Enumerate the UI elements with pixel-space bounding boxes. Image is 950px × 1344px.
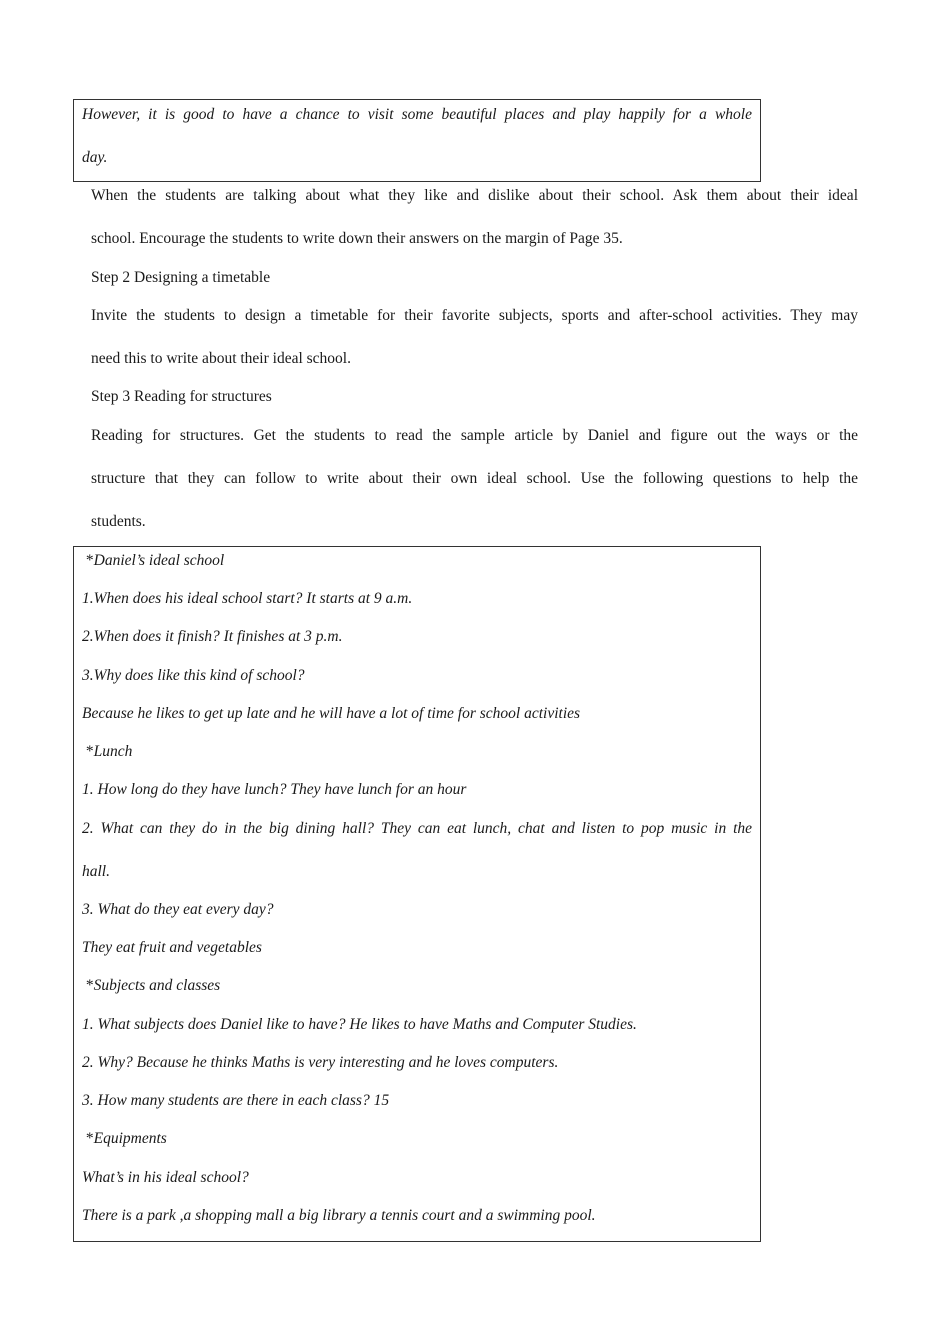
paragraph-3-line-2: structure that they can follow to write about their own ideal school. Use the following questions to help the — [91, 470, 858, 487]
section-title-lunch: *Lunch — [85, 743, 133, 760]
question-subjects: 1. What subjects does Daniel like to have? He likes to have Maths and Computer Studies. — [82, 1016, 637, 1033]
answer-why: Because he likes to get up late and he will have a lot of time for school activities — [82, 705, 581, 722]
question-daily-food: 3. What do they eat every day? — [82, 901, 274, 918]
asterisk-icon: * — [85, 743, 94, 760]
step-2-heading: Step 2 Designing a timetable — [91, 269, 271, 286]
quote-line-1: However, it is good to have a chance to visit some beautiful places and play happily for a whole — [82, 106, 752, 123]
question-class-size: 3. How many students are there in each class? 15 — [82, 1092, 390, 1109]
paragraph-3-line-1: Reading for structures. Get the students to read the sample article by Daniel and figure out the ways or the — [91, 427, 858, 444]
answer-equipment: There is a park ,a shopping mall a big library a tennis court and a swimming pool. — [82, 1207, 596, 1224]
question-dining-hall-line-1: 2. What can they do in the big dining hall? They can eat lunch, chat and listen to pop music in the — [82, 820, 752, 837]
questions-box — [73, 546, 761, 1242]
step-3-heading: Step 3 Reading for structures — [91, 388, 272, 405]
question-dining-hall-line-2: hall. — [82, 863, 110, 880]
paragraph-2-line-1: Invite the students to design a timetable for their favorite subjects, sports and after-school activities. They may — [91, 307, 858, 324]
section-title-equipments: *Equipments — [85, 1130, 167, 1147]
paragraph-1-line-1: When the students are talking about what they like and dislike about their school. Ask them about their ideal — [91, 187, 858, 204]
question-equipment: What’s in his ideal school? — [82, 1169, 249, 1186]
question-lunch-duration: 1. How long do they have lunch? They have lunch for an hour — [82, 781, 467, 798]
paragraph-2-line-2: need this to write about their ideal school. — [91, 350, 351, 367]
answer-daily-food: They eat fruit and vegetables — [82, 939, 262, 956]
asterisk-icon: * — [85, 552, 94, 569]
quote-box — [73, 99, 761, 182]
question-finish-time: 2.When does it finish? It finishes at 3 p.m. — [82, 628, 343, 645]
quote-line-2: day. — [82, 149, 108, 166]
paragraph-1-line-2: school. Encourage the students to write down their answers on the margin of Page 35. — [91, 230, 623, 247]
section-title-daniels-ideal-school: *Daniel’s ideal school — [85, 552, 225, 569]
question-subjects-why: 2. Why? Because he thinks Maths is very interesting and he loves computers. — [82, 1054, 559, 1071]
asterisk-icon: * — [85, 977, 94, 994]
question-start-time: 1.When does his ideal school start? It starts at 9 a.m. — [82, 590, 413, 607]
question-why: 3.Why does like this kind of school? — [82, 667, 305, 684]
paragraph-3-line-3: students. — [91, 513, 146, 530]
section-title-subjects: *Subjects and classes — [85, 977, 221, 994]
asterisk-icon: * — [85, 1130, 94, 1147]
